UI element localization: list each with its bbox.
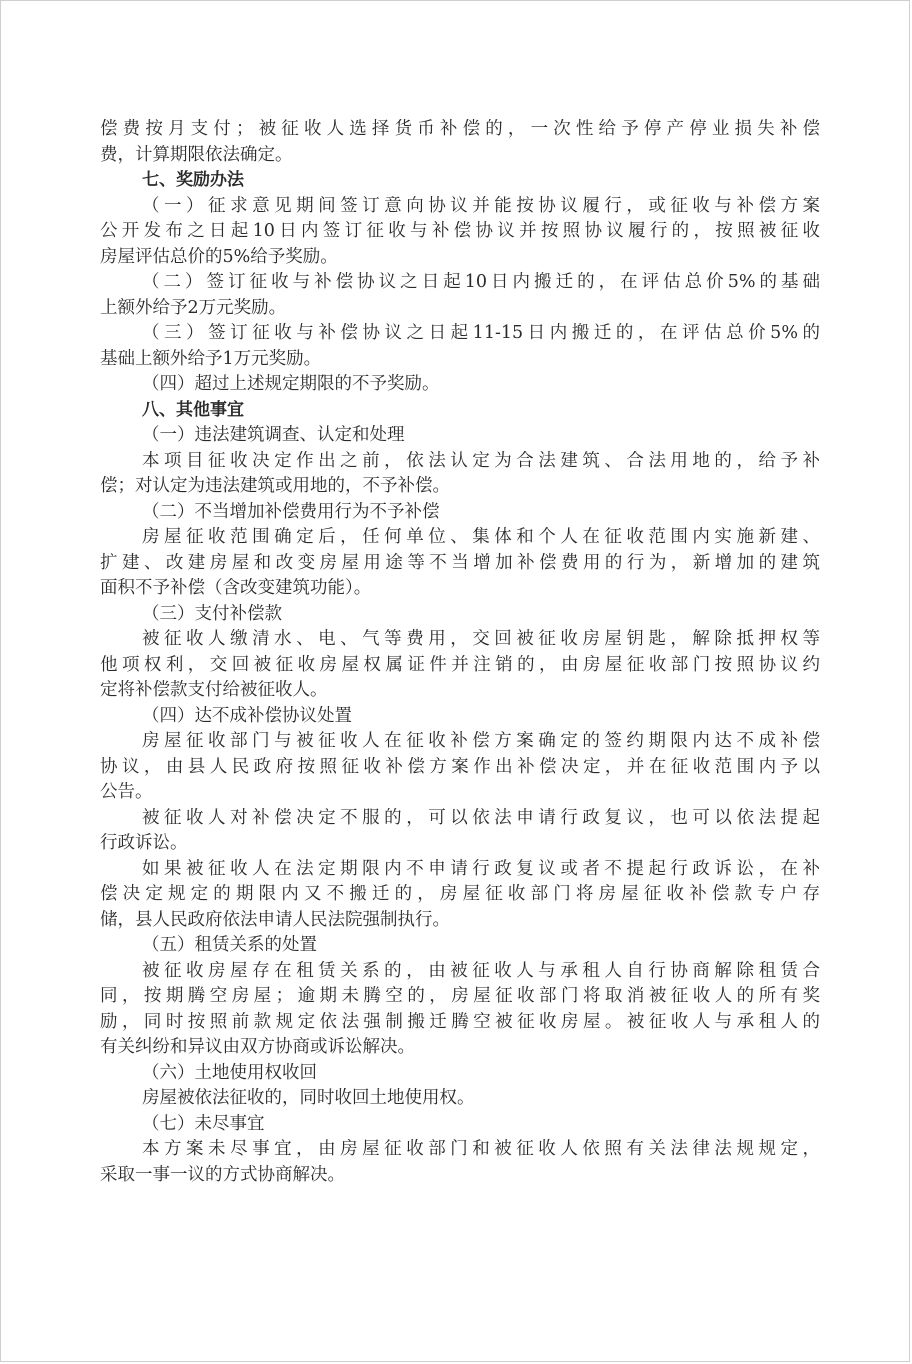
subsection-heading: （二）不当增加补偿费用行为不予补偿 — [142, 501, 440, 522]
paragraph-line: 被征收人缴清水、电、气等费用，交回被征收房屋钥匙，解除抵押权等 — [142, 629, 820, 649]
paragraph-line: （一）征求意见期间签订意向协议并能按协议履行，或征收与补偿方案 — [142, 195, 820, 216]
paragraph-line: 扩建、改建房屋和改变房屋用途等不当增加补偿费用的行为，新增加的建筑 — [100, 552, 820, 573]
paragraph-line: 偿；对认定为违法建筑或用地的，不予补偿。 — [100, 476, 450, 496]
paragraph-line: 本方案未尽事宜，由房屋征收部门和被征收人依照有关法律法规规定， — [142, 1139, 820, 1159]
paragraph-line: 面积不予补偿（含改变建筑功能）。 — [100, 578, 372, 598]
subsection-heading: （五）租赁关系的处置 — [142, 935, 317, 955]
paragraph-line: （三）签订征收与补偿协议之日起11-15日内搬迁的，在评估总价5%的 — [142, 323, 820, 343]
paragraph-line: 被征收人对补偿决定不服的，可以依法申请行政复议，也可以依法提起 — [142, 807, 820, 828]
paragraph-line: （二）签订征收与补偿协议之日起10日内搬迁的，在评估总价5%的基础 — [142, 272, 820, 292]
paragraph-line: 采取一事一议的方式协商解决。 — [100, 1164, 345, 1185]
paragraph-line: 偿决定规定的期限内又不搬迁的，房屋征收部门将房屋征收补偿款专户存 — [100, 884, 820, 904]
paragraph-line: 房屋征收范围确定后，任何单位、集体和个人在征收范围内实施新建、 — [142, 527, 820, 547]
subsection-heading: （六）土地使用权收回 — [142, 1062, 317, 1083]
paragraph-line: 励，同时按照前款规定依法强制搬迁腾空被征收房屋。被征收人与承租人的 — [100, 1011, 820, 1032]
paragraph-line: 基础上额外给予1万元奖励。 — [100, 348, 322, 369]
subsection-heading: （四）达不成补偿协议处置 — [142, 705, 352, 726]
paragraph-line: 定将补偿款支付给被征收人。 — [100, 680, 328, 700]
paragraph-line: 上额外给予2万元奖励。 — [100, 297, 287, 318]
section-heading: 七、奖励办法 — [142, 170, 244, 190]
paragraph-line: 公告。 — [100, 782, 153, 802]
document-body — [100, 117, 820, 1188]
section-heading: 八、其他事宜 — [142, 399, 244, 420]
subsection-heading: （一）违法建筑调查、认定和处理 — [142, 425, 405, 445]
paragraph-line: 有关纠纷和异议由双方协商或诉讼解决。 — [100, 1037, 415, 1057]
paragraph-line: 储，县人民政府依法申请人民法院强制执行。 — [100, 909, 450, 930]
paragraph-line: 如果被征收人在法定期限内不申请行政复议或者不提起行政诉讼，在补 — [142, 858, 820, 879]
paragraph-line: 费，计算期限依法确定。 — [100, 144, 293, 165]
paragraph-line: 偿费按月支付；被征收人选择货币补偿的，一次性给予停产停业损失补偿 — [100, 119, 820, 139]
paragraph-line: 被征收房屋存在租赁关系的，由被征收人与承租人自行协商解除租赁合 — [142, 960, 820, 981]
paragraph-line: 同，按期腾空房屋；逾期未腾空的，房屋征收部门将取消被征收人的所有奖 — [100, 986, 820, 1006]
paragraph-line: 房屋征收部门与被征收人在征收补偿方案确定的签约期限内达不成补偿 — [142, 731, 820, 751]
paragraph-line: 协议，由县人民政府按照征收补偿方案作出补偿决定，并在征收范围内予以 — [100, 756, 820, 777]
paragraph-line: 本项目征收决定作出之前，依法认定为合法建筑、合法用地的，给予补 — [142, 450, 820, 471]
subsection-heading: （三）支付补偿款 — [142, 603, 282, 624]
paragraph-line: 房屋被依法征收的，同时收回土地使用权。 — [142, 1088, 475, 1108]
paragraph-line: 他项权利，交回被征收房屋权属证件并注销的，由房屋征收部门按照协议约 — [100, 654, 820, 675]
paragraph-line: 房屋评估总价的5%给予奖励。 — [100, 246, 338, 267]
subsection-heading: （七）未尽事宜 — [142, 1113, 265, 1134]
paragraph-line: 公开发布之日起10日内签订征收与补偿协议并按照协议履行的，按照被征收 — [100, 221, 820, 241]
paragraph-line: 行政诉讼。 — [100, 833, 188, 853]
paragraph-line: （四）超过上述规定期限的不予奖励。 — [142, 374, 440, 394]
